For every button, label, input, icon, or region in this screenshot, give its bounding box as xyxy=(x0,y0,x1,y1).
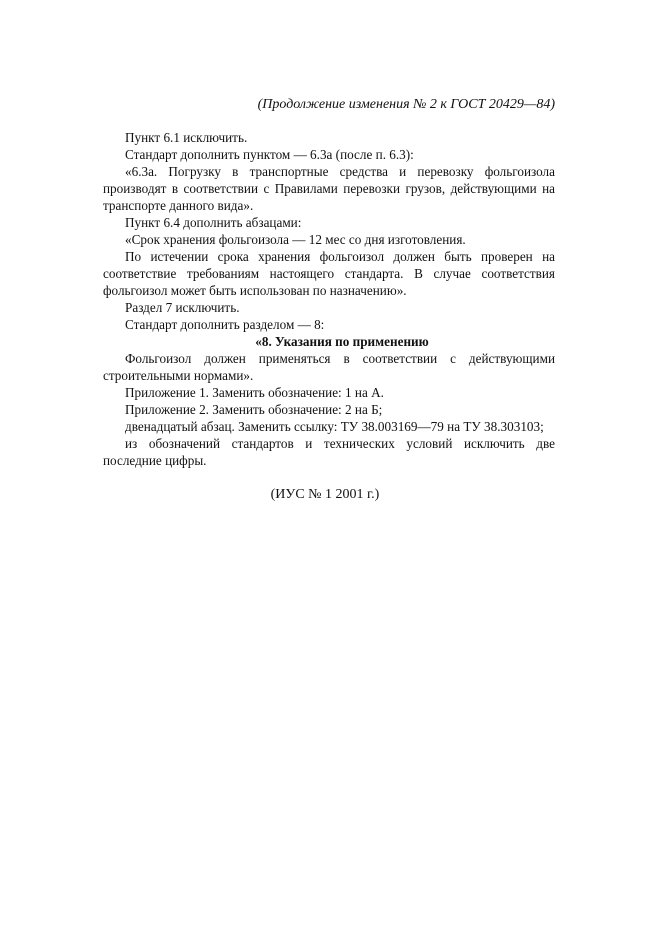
paragraph: Раздел 7 исключить. xyxy=(125,300,240,315)
paragraph: Пункт 6.1 исключить. xyxy=(125,130,248,145)
page-header: (Продолжение изменения № 2 к ГОСТ 20429—84) xyxy=(257,97,555,112)
paragraph: Стандарт дополнить разделом — 8: xyxy=(125,317,325,332)
paragraph: По истечении срока хранения фольгоизол должен быть проверен на соответствие требованиям настоящего стандарта. В случае соответствия фольгоизол может быть использован по назначению». xyxy=(103,249,555,298)
paragraph: из обозначений стандартов и технических условий исключить две последние цифры. xyxy=(103,436,555,468)
paragraph: «6.3а. Погрузку в транспортные средства и перевозку фольгоизола производят в соответствии с Правилами перевозки грузов, действующими на транспорте данного вида». xyxy=(103,164,555,213)
paragraph: Приложение 1. Заменить обозначение: 1 на А. xyxy=(125,385,384,400)
paragraph: «Срок хранения фольгоизола — 12 мес со дня изготовления. xyxy=(125,232,466,247)
paragraph: Стандарт дополнить пунктом — 6.3а (после п. 6.3): xyxy=(125,147,414,162)
paragraph: двенадцатый абзац. Заменить ссылку: ТУ 38.003169—79 на ТУ 38.303103; xyxy=(125,419,544,434)
document-content xyxy=(103,96,555,504)
paragraph: Фольгоизол должен применяться в соответствии с действующими строительными нормами». xyxy=(103,351,555,383)
section-title: «8. Указания по применению xyxy=(255,334,429,349)
paragraph: Приложение 2. Заменить обозначение: 2 на Б; xyxy=(125,402,383,417)
page-footer: (ИУС № 1 2001 г.) xyxy=(270,487,380,502)
paragraph: Пункт 6.4 дополнить абзацами: xyxy=(125,215,302,230)
